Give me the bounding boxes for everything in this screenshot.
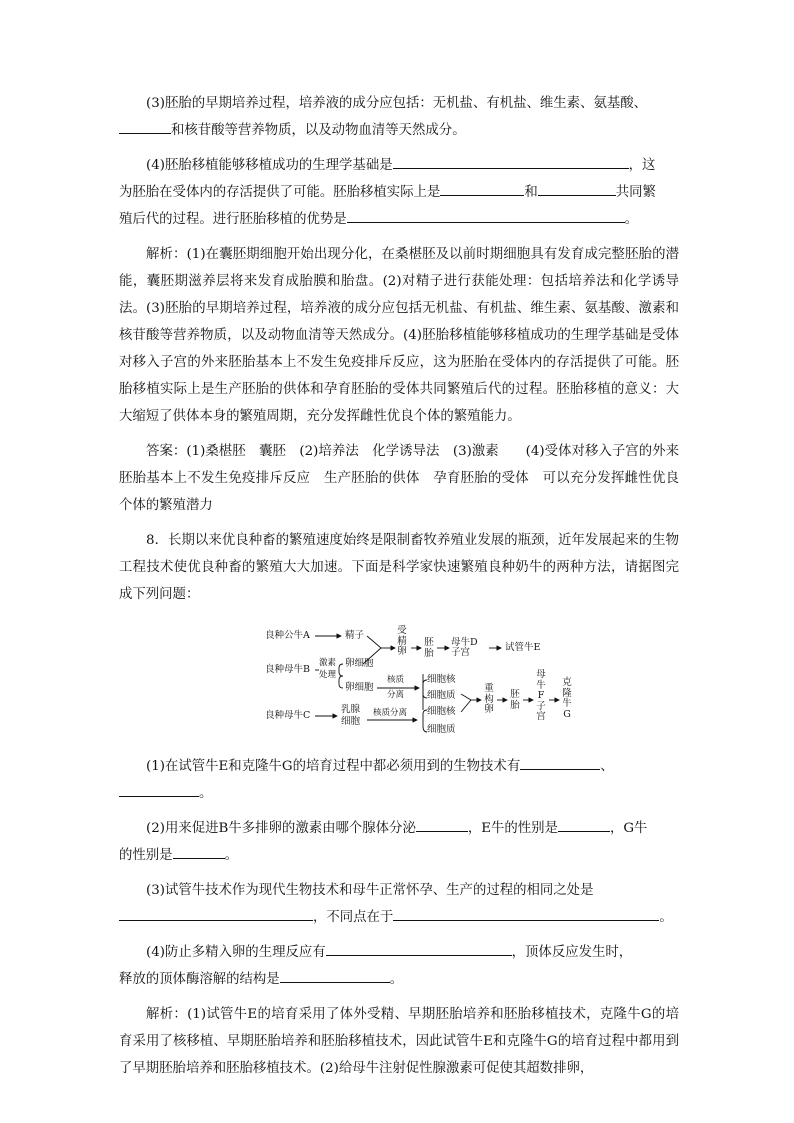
breeding-diagram <box>119 614 679 749</box>
answer-blank[interactable] <box>393 906 659 921</box>
treatment-label: 处理 <box>319 670 337 680</box>
sperm-label: 精子 <box>345 630 365 641</box>
answer-blank[interactable] <box>347 208 625 223</box>
answer-blank[interactable] <box>280 968 390 983</box>
q8-sub2-cont: 的性别是 。 <box>119 842 679 869</box>
nuc-sep-label-2: 分离 <box>387 690 405 700</box>
q8-sub1-cont: 。 <box>119 780 679 807</box>
nuc-sep-label: 核质 <box>387 675 405 685</box>
answer-blank[interactable] <box>173 844 225 859</box>
cow-b-label: 良种母牛B <box>265 664 310 675</box>
q8-stem: 8．长期以来优良种畜的繁殖速度始终是限制畜牧养殖业发展的瓶颈，近年发展起来的生物工程技术使优良种畜的繁殖大大加速。下面是科学家快速繁殖良种奶牛的两种方法，请据图完成下列问题： <box>119 533 679 602</box>
ivf-cow-e-label: 试管牛E <box>505 642 541 653</box>
q7-analysis: 解析：(1)在囊胚期细胞开始出现分化，在桑椹胚及以前时期细胞具有发育成完整胚胎的潜能，囊胚期滋养层将来发育成胎膜和胎盘。(2)对精子进行获能处理：包括培养法和化学诱导法。(3)胚胎的早期培养过程，培养液的成分应包括无机盐、有机盐、维生素、氨基酸、激素和核苷酸等营养物质，以及动物血清等天然成分。(4)胚胎移植能够移植成功的生理学基础是受体对移入子宫的外来胚胎基本上不发生免疫排斥反应，这为胚胎在受体内的存活提供了可能。胚胎移植实际上是生产胚胎的供体和孕育胚胎的受体共同繁殖后代的过程。胚胎移植的意义：大大缩短了供体本身的繁殖周期，充分发挥雌性优良个体的繁殖能力。 <box>119 247 679 424</box>
answer-blank[interactable] <box>520 755 600 770</box>
q7-part4: (4)胚胎移植能够移植成功的生理学基础是 ，这 <box>119 152 679 179</box>
q7-part3-cont: 和核苷酸等营养物质，以及动物血清等天然成分。 <box>119 117 679 144</box>
answer-blank[interactable] <box>119 782 199 797</box>
q8-sub1: (1)在试管牛E和克隆牛G的培育过程中都必须用到的生物技术有 、 <box>119 753 679 780</box>
egg-cell-label: 卵细胞 <box>345 658 374 669</box>
egg-cell-label-2: 卵细胞 <box>345 682 374 693</box>
nuc-sep-c-label: 核质分离 <box>373 708 408 718</box>
answer-blank[interactable] <box>558 817 610 832</box>
answer-blank[interactable] <box>326 941 512 956</box>
cytoplasm-label-2: 细胞质 <box>427 724 456 735</box>
q7-part3: (3)胚胎的早期培养过程，培养液的成分应包括：无机盐、有机盐、维生素、氨基酸、 <box>146 96 648 111</box>
clone-cow-g-label: 克隆牛G <box>562 677 572 720</box>
cow-c-label: 良种母牛C <box>265 710 311 721</box>
q8-sub4-cont: 释放的顶体酶溶解的结构是 。 <box>119 966 679 993</box>
q8-analysis: 解析：(1)试管牛E的培育采用了体外受精、早期胚胎培养和胚胎移植技术，克隆牛G的培育采用了核移植、早期胚胎培养和胚胎移植技术，因此试管牛E和克隆牛G的培育过程中都用到了早期胚胎培养和胚胎移植技术。(2)给母牛注射促性腺激素可促使其超数排卵， <box>119 1007 679 1076</box>
embryo-label: 胚胎 <box>424 637 434 659</box>
answer-blank[interactable] <box>538 181 616 196</box>
q8-sub3: (3)试管牛技术作为现代生物技术和母牛正常怀孕、生产的过程的相同之处是 <box>146 883 594 898</box>
cow-f-uterus-label: 母牛F子宫 <box>536 669 546 722</box>
q8-sub4: (4)防止多精入卵的生理反应有 ，顶体反应发生时， <box>119 939 679 966</box>
q7-part4-cont2: 殖后代的过程。进行胚胎移植的优势是 。 <box>119 206 679 233</box>
q7-answer: 答案：(1)桑椹胚 囊胚 (2)培养法 化学诱导法 (3)激素 (4)受体对移入子宫的外来胚胎基本上不发生免疫排斥反应 生产胚胎的供体 孕育胚胎的受体 可以充分发挥雌性优良个体的繁殖潜力 <box>119 444 679 513</box>
cytoplasm-label: 细胞质 <box>427 690 456 701</box>
mammary-label: 乳腺 <box>341 704 361 715</box>
fertilized-egg-label: 受精卵 <box>397 625 407 657</box>
answer-blank[interactable] <box>440 181 524 196</box>
answer-blank[interactable] <box>393 154 629 169</box>
hormone-label: 激素 <box>319 658 337 668</box>
reconstructed-egg-label: 重构卵 <box>484 683 494 715</box>
embryo-label-2: 胚胎 <box>510 689 520 711</box>
bull-a-label: 良种公牛A <box>265 630 310 641</box>
nucleus-label-2: 细胞核 <box>427 706 456 717</box>
cow-d-uterus-label: 母牛D子宫 <box>451 637 478 658</box>
document-page <box>119 90 679 1082</box>
q7-part4-cont: 为胚胎在受体内的存活提供了可能。胚胎移植实际上是 和 共同繁 <box>119 179 679 206</box>
nucleus-label: 细胞核 <box>427 674 456 685</box>
q8-sub3-cont: ，不同点在于 。 <box>119 904 679 931</box>
answer-blank[interactable] <box>119 906 313 921</box>
mammary-label-2: 细胞 <box>341 716 361 727</box>
q8-sub2: (2)用来促进B牛多排卵的激素由哪个腺体分泌 ，E牛的性别是 ，G牛 <box>119 815 679 842</box>
answer-blank[interactable] <box>416 817 468 832</box>
answer-blank[interactable] <box>119 119 171 134</box>
